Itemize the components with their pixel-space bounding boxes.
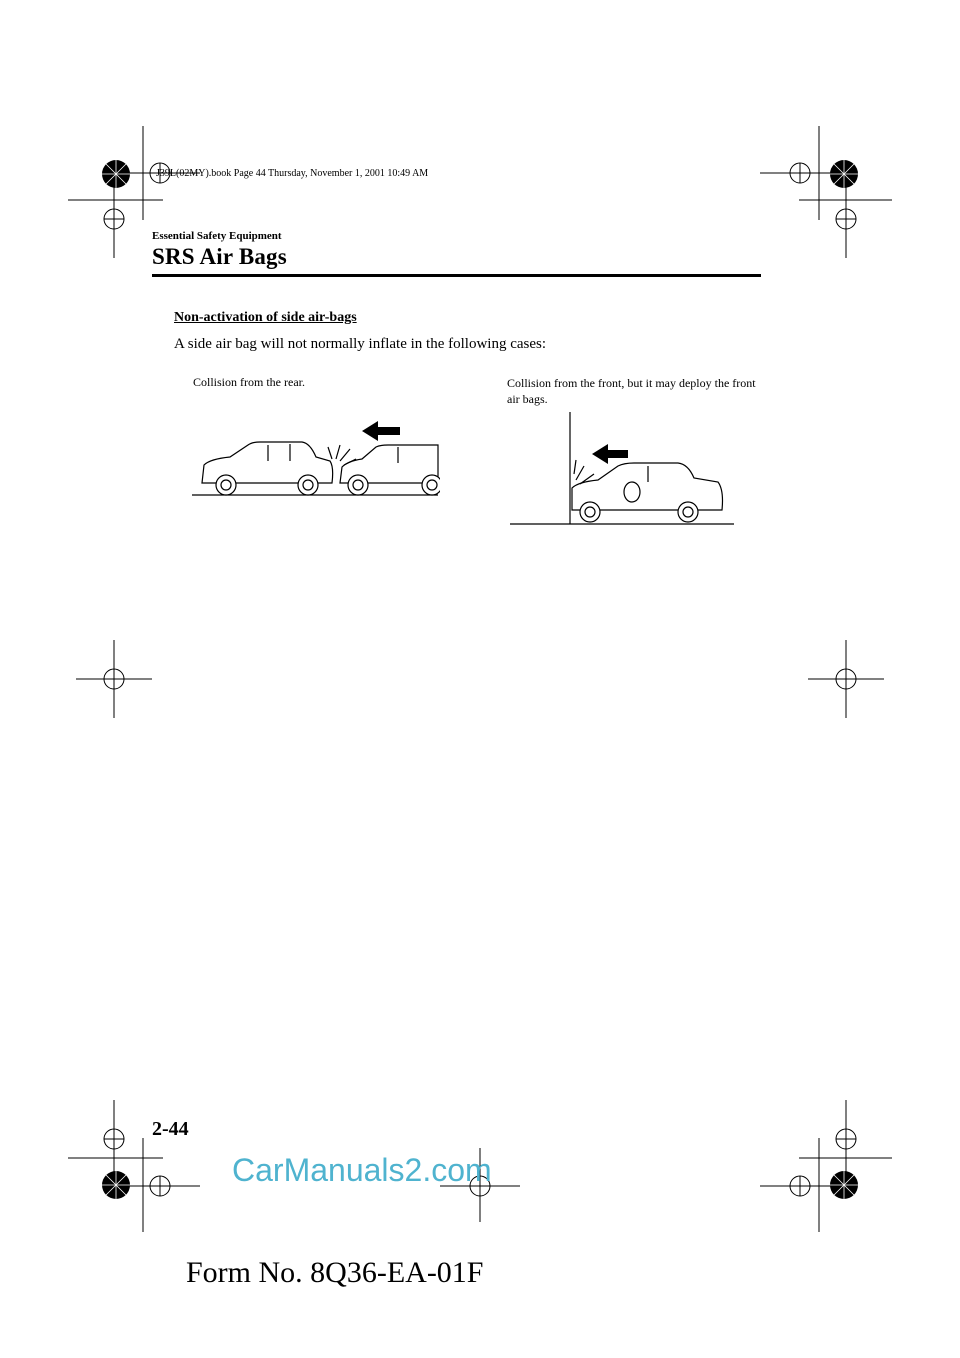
- rear-collision-illustration: [190, 415, 440, 500]
- form-number: Form No. 8Q36-EA-01F: [186, 1256, 484, 1289]
- watermark: CarManuals2.com: [232, 1152, 492, 1188]
- book-meta: J39L(02MY).book Page 44 Thursday, November 1, 2001 10:49 AM: [156, 168, 429, 179]
- page-number: 2-44: [152, 1118, 189, 1140]
- title-rule: [152, 274, 761, 277]
- section-label: Essential Safety Equipment: [152, 230, 282, 242]
- page-title: SRS Air Bags: [152, 244, 287, 269]
- subheading: Non-activation of side air-bags: [174, 310, 357, 325]
- figure-caption-front: Collision from the front, but it may deploy the front air bags.: [507, 376, 756, 406]
- figure-caption-rear: Collision from the rear.: [193, 375, 305, 389]
- front-collision-illustration: [508, 410, 738, 530]
- intro-text: A side air bag will not normally inflate in the following cases:: [174, 336, 547, 352]
